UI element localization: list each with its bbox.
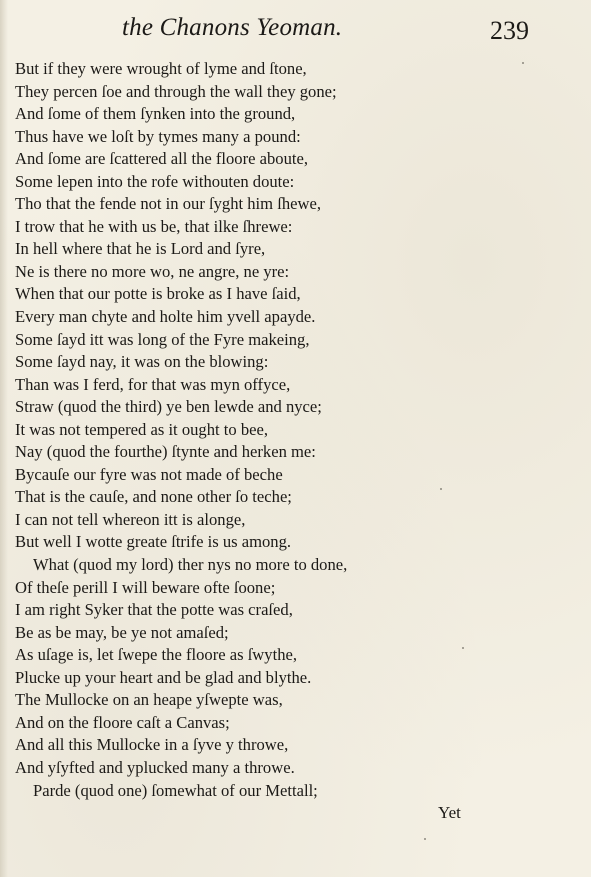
running-head [0,14,591,54]
verse-line: It was not tempered as it ought to bee, [15,419,268,439]
paper-speck [440,488,442,490]
verse-line: And ſome of them ſynken into the ground, [15,104,296,124]
verse-line: And all this Mullocke in a ſyve y throwe, [15,735,289,755]
verse-line: Be as be may, be ye not amaſed; [15,622,229,642]
verse-line: And yſyfted and yplucked many a throwe. [15,757,295,777]
verse-line: Bycauſe our fyre was not made of beche [15,464,283,484]
verse-line: That is the cauſe, and none other ſo teche; [15,487,292,507]
verse-line: And on the floore caſt a Canvas; [15,712,230,732]
verse-line: Every man chyte and holte him yvell apayde. [15,307,316,327]
verse-line: Straw (quod the third) ye ben lewde and nyce; [15,397,322,417]
verse-line: Than was I ferd, for that was myn offyce, [15,374,291,394]
verse-line: As uſage is, let ſwepe the floore as ſwythe, [15,645,298,665]
verse-line: Plucke up your heart and be glad and blythe. [15,667,312,687]
verse-line: Some ſayd itt was long of the Fyre makeing, [15,329,310,349]
verse-line: Some ſayd nay, it was on the blowing: [15,352,269,372]
verse-line: They percen ſoe and through the wall they gone; [15,81,337,101]
verse-line: Parde (quod one) ſomewhat of our Mettall; [33,780,318,800]
verse-line: In hell where that he is Lord and ſyre, [15,239,266,259]
verse-line: I trow that he with us be, that ilke ſhrewe: [15,216,293,236]
verse-line: And ſome are ſcattered all the floore aboute, [15,149,309,169]
verse-line: I can not tell whereon itt is alonge, [15,509,246,529]
paper-speck [424,838,426,840]
page-gutter [0,0,8,877]
verse-line: But if they were wrought of lyme and ſtone, [15,59,307,78]
verse-line: I am right Syker that the potte was craſed, [15,600,293,620]
page-number: 239 [490,16,529,45]
verse-line: But well I wotte greate ſtrife is us among. [15,532,292,552]
paper-speck [522,62,524,64]
verse-line: When that our potte is broke as I have ſaid, [15,284,301,304]
verse-line: Thus have we loſt by tymes many a pound: [15,126,301,146]
verse-line: Of theſe perill I will beware ofte ſoone; [15,577,276,597]
verse-line: The Mullocke on an heape yſwepte was, [15,690,283,710]
verse-body [15,58,535,802]
catchword: Yet [438,803,461,822]
verse-line: Some lepen into the rofe withouten doute: [15,171,295,191]
paper-speck [462,647,464,649]
verse-line: What (quod my lord) ther nys no more to done, [33,555,348,575]
verse-line: Tho that the fende not in our ſyght him ſhewe, [15,194,321,214]
verse-line: Nay (quod the fourthe) ſtynte and herken me: [15,442,316,462]
verse-line: Ne is there no more wo, ne angre, ne yre: [15,261,290,281]
running-head-title: the Chanons Yeoman. [122,14,343,41]
